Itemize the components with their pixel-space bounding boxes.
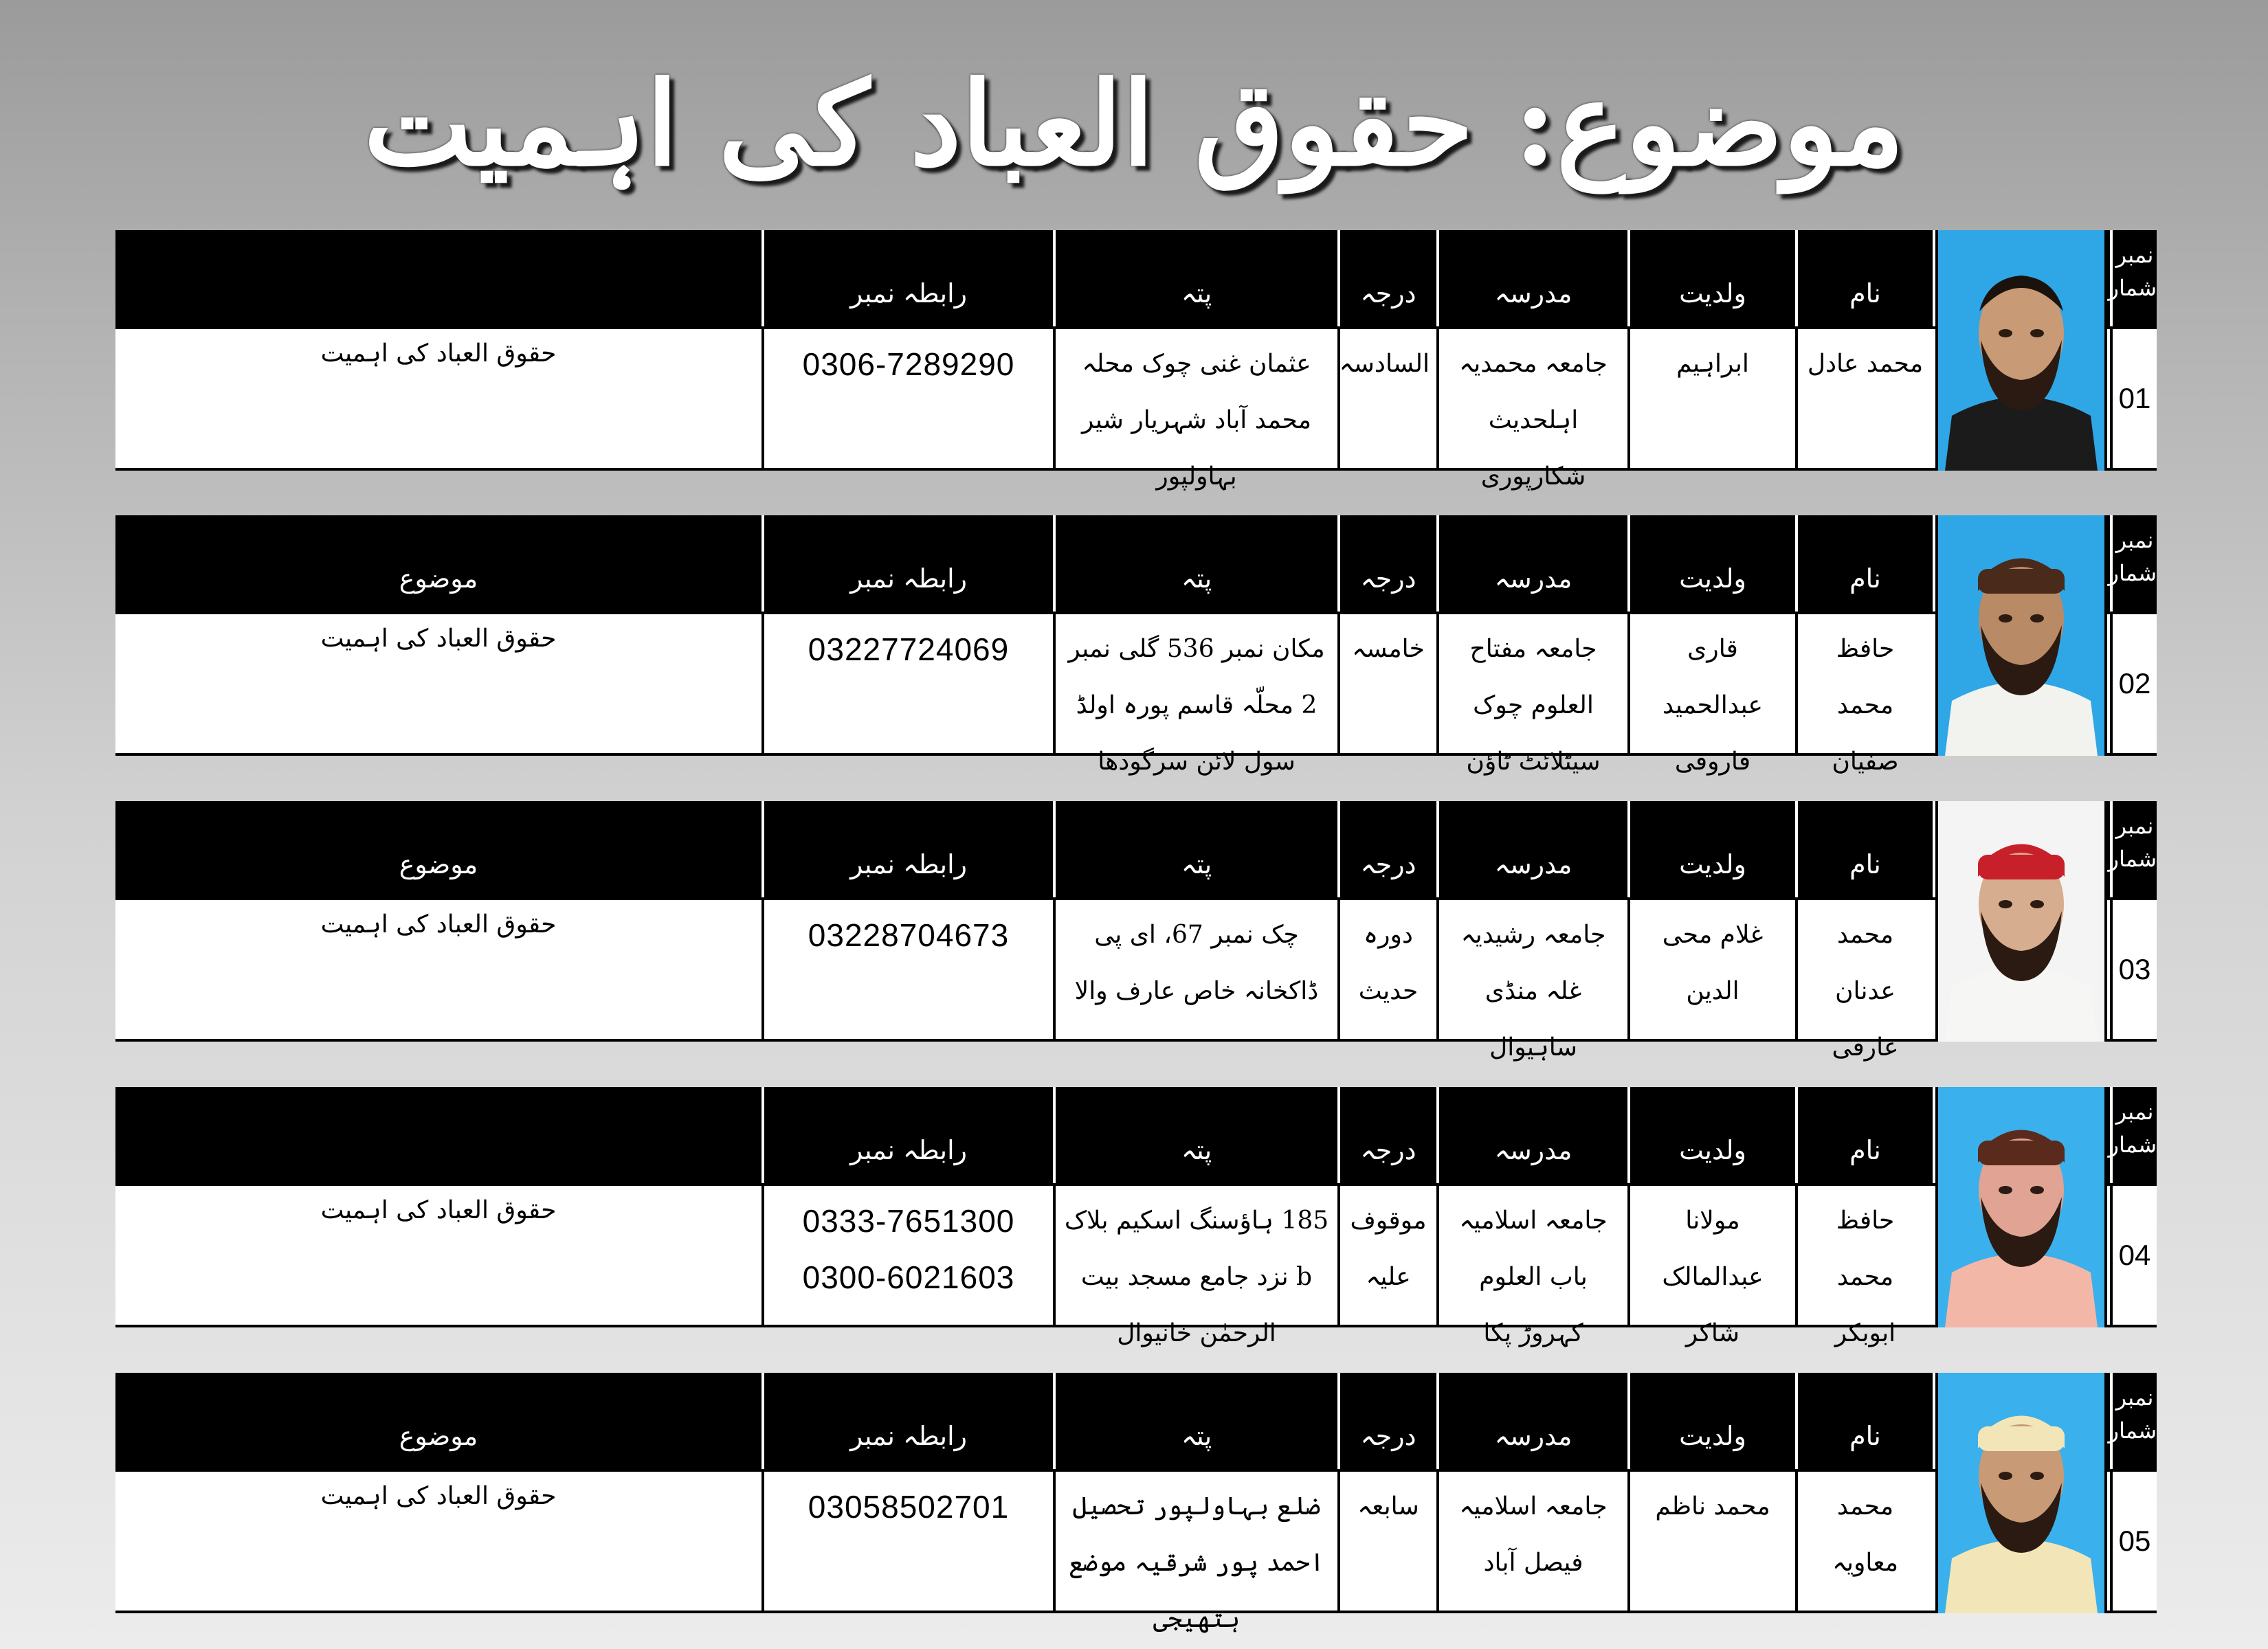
header-madrasa: مدرسہ [1494, 278, 1572, 309]
cell-name: محمد عادل [1807, 350, 1924, 378]
portrait-icon [1938, 801, 2104, 1042]
header-serial-line1: نمبر [2115, 813, 2154, 839]
contact-number: 03228704673 [808, 917, 1010, 953]
header-grade: درجہ [1360, 563, 1416, 594]
record-2 [115, 515, 2157, 776]
cell-contact [764, 612, 1053, 756]
header-madrasa: مدرسہ [1494, 1135, 1572, 1165]
contact-number: 03227724069 [808, 631, 1010, 667]
serial-number: 01 [2118, 382, 2151, 414]
header-serial-line2: شمار [2108, 560, 2157, 586]
header-father: ولدیت [1679, 278, 1746, 309]
cell-name: محمد عدنان عارفی [1832, 921, 1899, 1062]
student-photo [1935, 230, 2107, 471]
cell-address: مکان نمبر 536 گلی نمبر 2 محلّہ قاسم پورہ اولڈ سول لائن سرگودھا [1068, 635, 1325, 776]
student-photo [1935, 515, 2107, 756]
header-name: نام [1849, 278, 1881, 309]
cell-grade: موقوف علیہ [1350, 1207, 1427, 1291]
cell-grade: دورہ حدیث [1358, 921, 1419, 1005]
header-grade: درجہ [1360, 849, 1416, 879]
cell-madrasa: جامعہ اسلامیہ فیصل آباد [1459, 1492, 1608, 1577]
header-contact: رابطہ نمبر [850, 278, 967, 309]
header-contact: رابطہ نمبر [850, 1421, 967, 1451]
header-grade: درجہ [1360, 278, 1416, 309]
header-serial [2108, 1373, 2157, 1469]
record-3 [115, 801, 2157, 1062]
header-madrasa: مدرسہ [1494, 849, 1572, 879]
header-name: نام [1849, 1135, 1881, 1165]
header-address: پتہ [1181, 1135, 1212, 1165]
header-serial-line1: نمبر [2115, 1384, 2154, 1411]
cell-topic: حقوق العباد کی اہمیت [320, 1482, 557, 1510]
student-photo [1935, 1087, 2107, 1327]
header-topic: موضوع [399, 563, 478, 594]
page-title: موضوع: حقوق العباد کی اہمیت [364, 56, 1904, 192]
contact-number-2: 0300-6021603 [802, 1259, 1015, 1295]
cell-father: ابراہیم [1676, 350, 1749, 378]
cell-address: چک نمبر 67، ای پی ڈاکخانہ خاص عارف والا [1074, 921, 1319, 1005]
header-contact: رابطہ نمبر [850, 849, 967, 879]
serial-number: 02 [2118, 667, 2151, 699]
header-madrasa: مدرسہ [1494, 1421, 1572, 1451]
cell-father: قاری عبدالحمید فاروقی [1662, 635, 1764, 776]
cell-address: ضلع بہاولپور تحصیل احمد پور شرقیہ موضع ہتھیجی [1069, 1492, 1324, 1633]
header-father: ولدیت [1679, 563, 1746, 594]
contact-number: 03058502701 [808, 1489, 1010, 1525]
header-topic: موضوع [399, 849, 478, 879]
header-serial [2108, 230, 2157, 326]
header-topic [115, 1087, 761, 1183]
portrait-icon [1938, 230, 2104, 471]
header-serial-line2: شمار [2108, 275, 2157, 301]
cell-grade: سابعہ [1357, 1492, 1419, 1521]
record-4 [115, 1087, 2157, 1347]
cell-contact [764, 326, 1053, 471]
cell-contact [764, 1469, 1053, 1613]
header-topic: موضوع [399, 1421, 478, 1451]
header-address: پتہ [1181, 849, 1212, 879]
header-serial [2108, 801, 2157, 897]
cell-topic: حقوق العباد کی اہمیت [320, 1196, 557, 1224]
contact-number: 0333-7651300 [802, 1203, 1015, 1239]
student-photo [1935, 801, 2107, 1042]
header-serial-line2: شمار [2108, 1132, 2157, 1158]
cell-contact [764, 897, 1053, 1042]
header-contact: رابطہ نمبر [850, 1135, 967, 1165]
header-name: نام [1849, 563, 1881, 594]
header-address: پتہ [1181, 563, 1212, 594]
cell-madrasa: جامعہ مفتاح العلوم چوک سیٹلائٹ ٹاؤن [1466, 635, 1601, 776]
header-grade: درجہ [1360, 1135, 1416, 1165]
portrait-icon [1938, 1087, 2104, 1327]
cell-madrasa: جامعہ محمدیہ اہلحدیث شکارپوری [1459, 350, 1608, 491]
serial-number: 04 [2118, 1239, 2151, 1271]
serial-number: 05 [2118, 1525, 2151, 1557]
cell-name: حافظ محمد صفیان [1832, 635, 1899, 776]
cell-father: غلام محی الدین [1662, 921, 1764, 1005]
header-madrasa: مدرسہ [1494, 563, 1572, 594]
cell-name: محمد معاویہ [1832, 1492, 1899, 1577]
cell-topic: حقوق العباد کی اہمیت [320, 625, 557, 653]
header-name: نام [1849, 849, 1881, 879]
cell-grade: خامسہ [1352, 635, 1425, 663]
header-grade: درجہ [1360, 1421, 1416, 1451]
header-father: ولدیت [1679, 1421, 1746, 1451]
cell-address: 185 ہاؤسنگ اسکیم بلاک b نزد جامع مسجد بیت الرحمٰن خانیوال [1064, 1207, 1329, 1347]
cell-address: عثمان غنی چوک محلہ محمد آباد شہریار شیر بہاولپور [1082, 350, 1311, 491]
header-serial-line1: نمبر [2115, 527, 2154, 553]
header-serial-line1: نمبر [2115, 242, 2154, 268]
cell-name: حافظ محمد ابوبکر [1834, 1207, 1896, 1347]
cell-contact [764, 1183, 1053, 1327]
header-address: پتہ [1181, 278, 1212, 309]
cell-grade: السادسہ [1339, 350, 1430, 378]
cell-topic: حقوق العباد کی اہمیت [320, 910, 557, 939]
cell-father: مولانا عبدالمالک شاکر [1662, 1207, 1764, 1347]
header-serial-line2: شمار [2108, 846, 2157, 872]
header-serial [2108, 515, 2157, 612]
portrait-icon [1938, 1373, 2104, 1613]
header-topic [115, 230, 761, 326]
header-father: ولدیت [1679, 849, 1746, 879]
header-serial-line2: شمار [2108, 1417, 2157, 1444]
header-contact: رابطہ نمبر [850, 563, 967, 594]
record-1 [115, 230, 2157, 491]
header-father: ولدیت [1679, 1135, 1746, 1165]
header-serial-line1: نمبر [2115, 1099, 2154, 1125]
cell-madrasa: جامعہ رشیدیہ غلہ منڈی ساہیوال [1460, 921, 1606, 1062]
cell-madrasa: جامعہ اسلامیہ باب العلوم کہروڑ پکا [1459, 1207, 1608, 1347]
serial-number: 03 [2118, 953, 2151, 985]
cell-topic: حقوق العباد کی اہمیت [320, 339, 557, 368]
header-address: پتہ [1181, 1421, 1212, 1451]
student-photo [1935, 1373, 2107, 1613]
contact-number: 0306-7289290 [802, 346, 1015, 382]
header-name: نام [1849, 1421, 1881, 1451]
portrait-icon [1938, 515, 2104, 756]
cell-father: محمد ناظم [1655, 1492, 1770, 1521]
header-serial [2108, 1087, 2157, 1183]
record-5 [115, 1373, 2157, 1633]
